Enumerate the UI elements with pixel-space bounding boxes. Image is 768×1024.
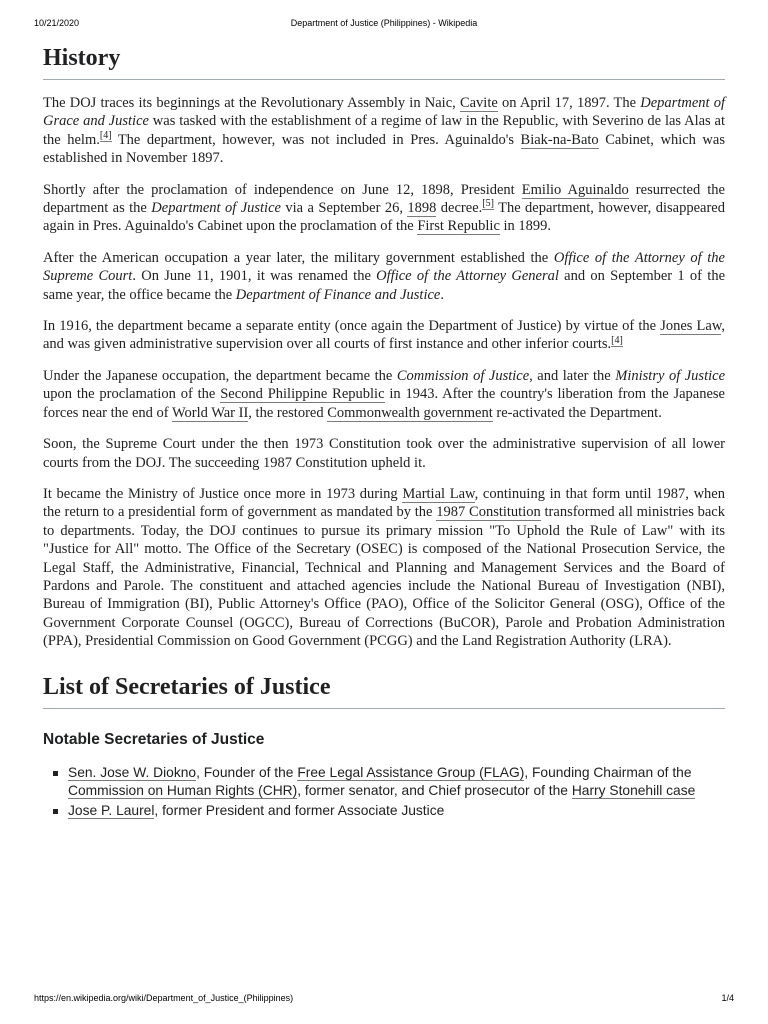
link-harry-stonehill-case[interactable]: Harry Stonehill case bbox=[571, 782, 696, 798]
link-1898[interactable]: 1898 bbox=[407, 200, 437, 217]
link-emilio-aguinaldo[interactable]: Emilio Aguinaldo bbox=[521, 181, 629, 198]
history-paragraph-5: Under the Japanese occupation, the department became the Commission of Justice, and later the Ministry of Justice upon the proclamation of the Second Philippine Republic in 1943. After the country's liberation from the Japanese forces near the end of World War II, the restored Commonwealth government re-activated the Department. bbox=[43, 367, 726, 421]
link-cavite[interactable]: Cavite bbox=[459, 95, 498, 111]
print-footer bbox=[0, 993, 768, 1005]
link-1987-constitution[interactable]: 1987 Constitution bbox=[436, 504, 541, 521]
reference-4-link[interactable]: [4] bbox=[99, 129, 112, 141]
list-item: Sen. Jose W. Diokno, Founder of the Free Legal Assistance Group (FLAG), Founding Chairman of the Commission on Human Rights (CHR), former senator, and Chief prosecutor of the Harry Stonehill case bbox=[68, 764, 725, 800]
print-header bbox=[0, 18, 768, 30]
link-jose-diokno[interactable]: Sen. Jose W. Diokno bbox=[68, 764, 197, 780]
list-item: Jose P. Laurel, former President and former Associate Justice bbox=[68, 802, 725, 820]
print-page-number: 1/4 bbox=[721, 993, 734, 1003]
history-paragraph-3: After the American occupation a year later, the military government established the Office of the Attorney of the Supreme Court. On June 11, 1901, it was renamed the Office of the Attorney General and on September 1 of the same year, the office became the Department of Finance and Justice. bbox=[43, 249, 726, 303]
history-paragraph-7: It became the Ministry of Justice once more in 1973 during Martial Law, continuing in that form until 1987, when the return to a presidential form of government as mandated by the 1987 Constitution transformed all ministries back to departments. Today, the DOJ continues to pursue its primary mission "To Uphold the Rule of Law" with its "Justice for All" motto. The Office of the Secretary (OSEC) is composed of the National Prosecution Service, the Legal Staff, the Administrative, Financial, Technical and Planning and Management Services and the Board of Pardons and Parole. The constituent and attached agencies include the National Bureau of Investigation (NBI), Bureau of Immigration (BI), Public Attorney's Office (PAO), Office of the Solicitor General (OSG), Office of the Government Corporate Counsel (OGCC), Bureau of Corrections (BuCOR), Parole and Probation Administration (PPA), Presidential Commission on Good Government (PCGG) and the Land Registration Authority (LRA). bbox=[43, 485, 725, 650]
history-heading: History bbox=[43, 40, 725, 80]
history-paragraph-1: The DOJ traces its beginnings at the Revolutionary Assembly in Naic, Cavite on April 17, 1897. The Department of Grace and Justice was tasked with the establishment of a regime of law in the Republic, with Severino de las Alas at the helm.[4] The department, however, was not included in Pres. Aguinaldo's Biak-na-Bato Cabinet, which was established in November 1897. bbox=[43, 95, 726, 167]
link-jones-law[interactable]: Jones Law bbox=[660, 318, 722, 335]
link-biak-na-bato[interactable]: Biak-na-Bato bbox=[520, 131, 599, 148]
notable-secretaries-list bbox=[43, 764, 725, 820]
secretaries-heading: List of Secretaries of Justice bbox=[43, 669, 725, 709]
print-url: https://en.wikipedia.org/wiki/Department_of_Justice_(Philippines) bbox=[34, 993, 294, 1003]
link-first-republic[interactable]: First Republic bbox=[417, 218, 500, 235]
bullet-icon bbox=[53, 809, 58, 814]
link-flag[interactable]: Free Legal Assistance Group (FLAG) bbox=[297, 764, 525, 780]
link-jose-p-laurel[interactable]: Jose P. Laurel bbox=[68, 802, 155, 818]
notable-secretaries-subheading: Notable Secretaries of Justice bbox=[43, 730, 265, 748]
link-commonwealth-government[interactable]: Commonwealth government bbox=[327, 404, 493, 421]
print-page-title: Department of Justice (Philippines) - Wikipedia bbox=[290, 18, 478, 28]
link-world-war-ii[interactable]: World War II bbox=[171, 404, 249, 421]
article-content bbox=[43, 40, 725, 822]
history-paragraph-6: Soon, the Supreme Court under the then 1973 Constitution took over the administrative supervision of all lower courts from the DOJ. The succeeding 1987 Constitution upheld it. bbox=[43, 436, 725, 471]
bullet-icon bbox=[53, 771, 58, 776]
link-chr[interactable]: Commission on Human Rights (CHR) bbox=[68, 782, 298, 798]
history-paragraph-4: In 1916, the department became a separate entity (once again the Department of Justice) by virtue of the Jones Law, and was given administrative supervision over all courts of first instance and other inferior courts.[4] bbox=[43, 318, 726, 353]
print-date: 10/21/2020 bbox=[34, 18, 80, 28]
link-martial-law[interactable]: Martial Law bbox=[402, 485, 475, 502]
reference-4-link[interactable]: [4] bbox=[611, 334, 623, 346]
history-paragraph-2: Shortly after the proclamation of independence on June 12, 1898, President Emilio Aguinaldo resurrected the department as the Department of Justice via a September 26, 1898 decree.[5] The department, however, disappeared again in Pres. Aguinaldo's Cabinet upon the proclamation of the First Republic in 1899. bbox=[43, 181, 725, 235]
reference-5-link[interactable]: [5] bbox=[482, 198, 494, 210]
link-second-philippine-republic[interactable]: Second Philippine Republic bbox=[220, 386, 385, 403]
